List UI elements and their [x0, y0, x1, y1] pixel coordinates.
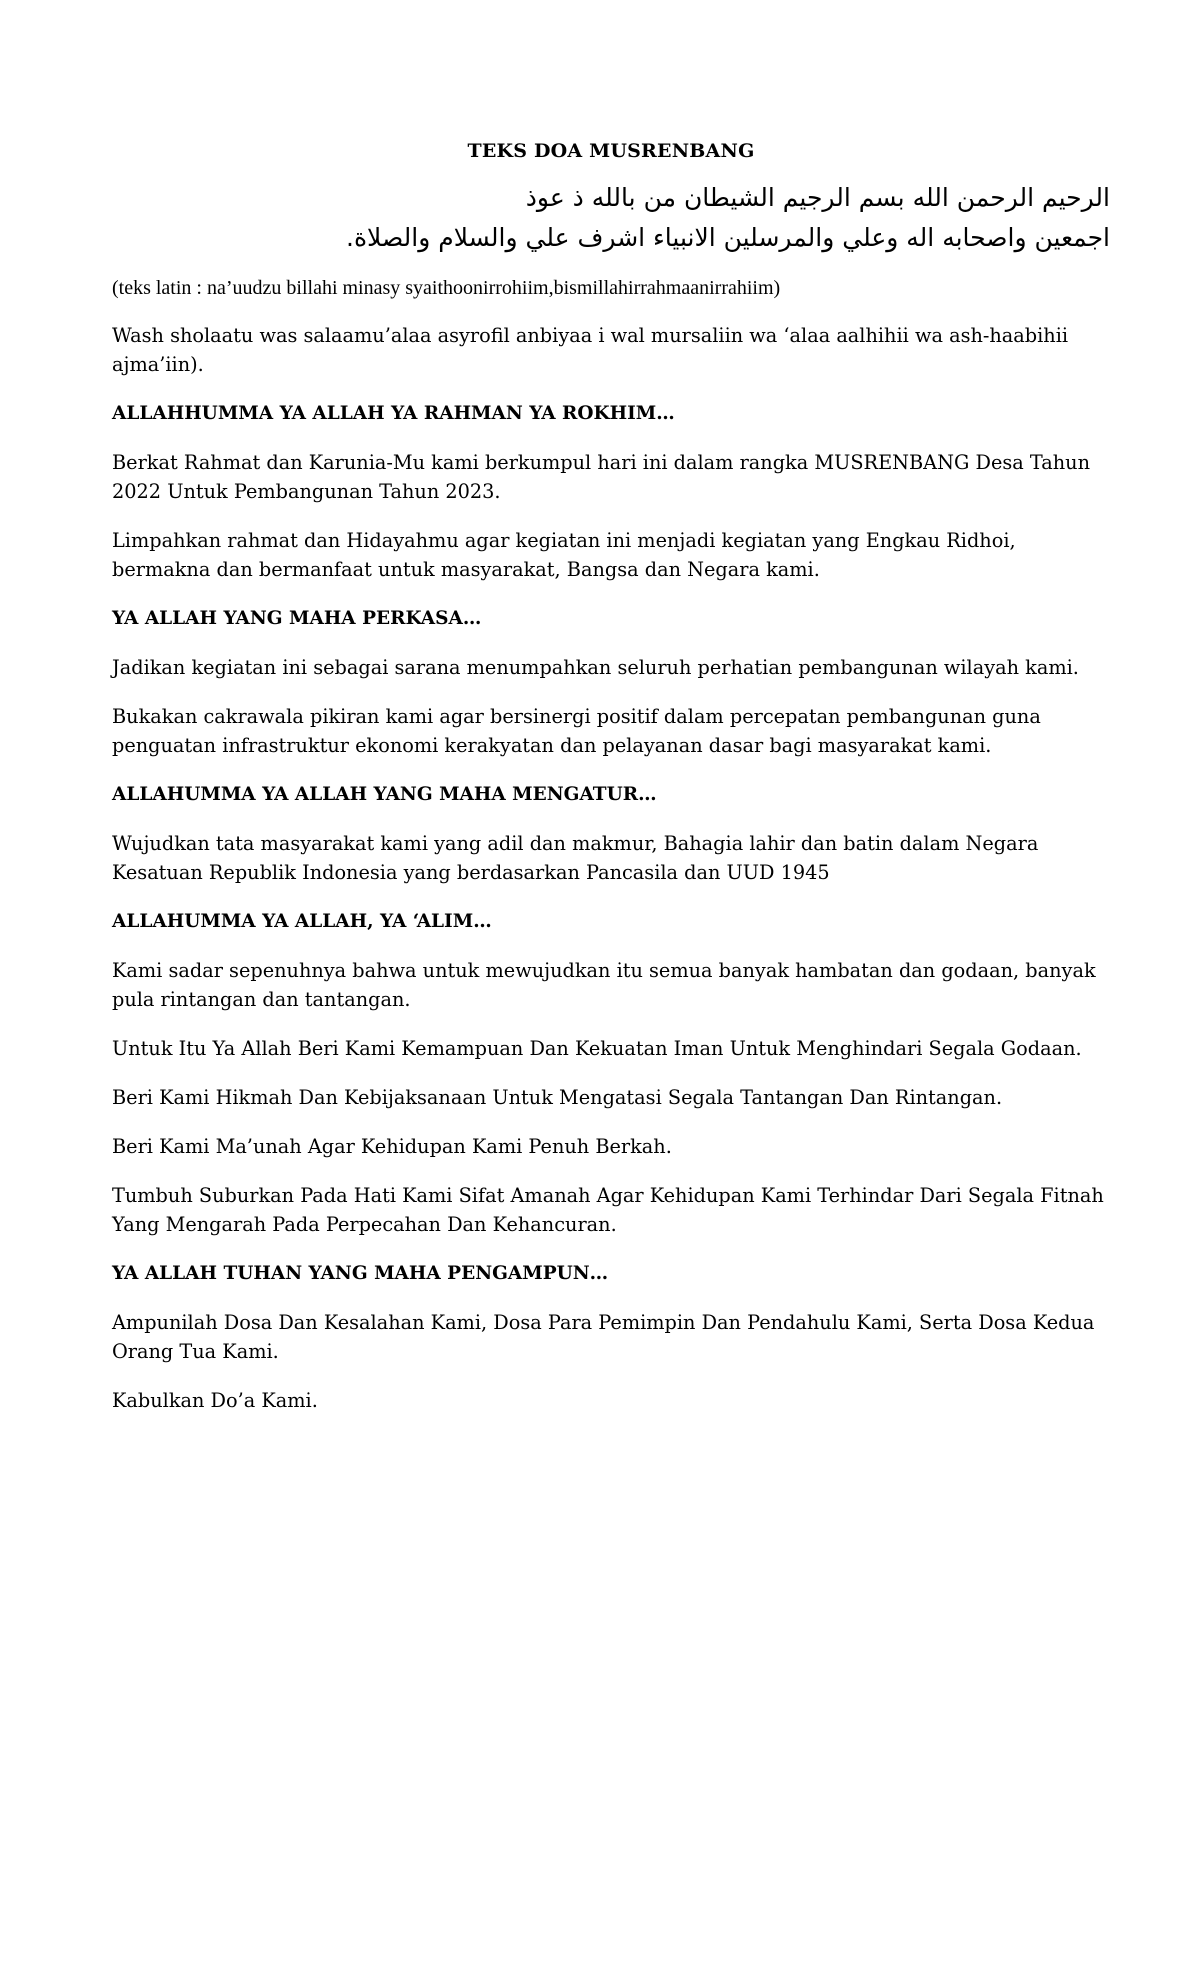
intro-paragraph: Wash sholaatu was salaamu’alaa asyrofil anbiyaa i wal mursaliin wa ‘alaa aalhihii wa ash-haabihii ajma’iin).: [112, 324, 1069, 376]
latin-transliteration-note: (teks latin : na’uudzu billahi minasy syaithoonirrohiim,bismillahirrahmaanirrahiim): [112, 277, 781, 299]
section-4-paragraph-1: Kami sadar sepenuhnya bahwa untuk mewujudkan itu semua banyak hambatan dan godaan, banyak pula rintangan dan tantangan.: [112, 959, 1096, 1011]
section-4-paragraph-4: Beri Kami Ma’unah Agar Kehidupan Kami Penuh Berkah.: [112, 1135, 672, 1158]
arabic-line-1: الرحيم الرحمن الله بسم الرجيم الشيطان من بالله ذ عوذ: [525, 183, 1110, 212]
section-2-paragraph-2: Bukakan cakrawala pikiran kami agar bersinergi positif dalam percepatan pembangunan guna penguatan infrastruktur ekonomi kerakyatan dan pelayanan dasar bagi masyarakat kami.: [112, 705, 1041, 757]
section-1-paragraph-1: Berkat Rahmat dan Karunia-Mu kami berkumpul hari ini dalam rangka MUSRENBANG Desa Tahun 2022 Untuk Pembangunan Tahun 2023.: [112, 451, 1091, 503]
section-5-paragraph-1: Ampunilah Dosa Dan Kesalahan Kami, Dosa Para Pemimpin Dan Pendahulu Kami, Serta Dosa Kedua Orang Tua Kami.: [112, 1311, 1095, 1363]
section-4-paragraph-2: Untuk Itu Ya Allah Beri Kami Kemampuan Dan Kekuatan Iman Untuk Menghindari Segala Godaan.: [112, 1037, 1082, 1060]
section-3-paragraph-1: Wujudkan tata masyarakat kami yang adil dan makmur, Bahagia lahir dan batin dalam Negara Kesatuan Republik Indonesia yang berdasarkan Pancasila dan UUD 1945: [112, 832, 1039, 884]
document-page: [112, 140, 1110, 1435]
section-5-paragraph-2: Kabulkan Do’a Kami.: [112, 1389, 318, 1412]
section-heading-5: YA ALLAH TUHAN YANG MAHA PENGAMPUN…: [112, 1263, 609, 1284]
section-2-paragraph-1: Jadikan kegiatan ini sebagai sarana menumpahkan seluruh perhatian pembangunan wilayah kami.: [112, 656, 1079, 679]
section-heading-3: ALLAHUMMA YA ALLAH YANG MAHA MENGATUR…: [112, 784, 657, 805]
arabic-line-2: اجمعين واصحابه اله وعلي والمرسلين الانبياء اشرف علي والسلام والصلاة.: [346, 223, 1110, 252]
section-1-paragraph-2: Limpahkan rahmat dan Hidayahmu agar kegiatan ini menjadi kegiatan yang Engkau Ridhoi, bermakna dan bermanfaat untuk masyarakat, Bangsa dan Negara kami.: [112, 529, 1016, 581]
section-heading-2: YA ALLAH YANG MAHA PERKASA…: [112, 608, 482, 629]
section-4-paragraph-3: Beri Kami Hikmah Dan Kebijaksanaan Untuk Mengatasi Segala Tantangan Dan Rintangan.: [112, 1086, 1003, 1109]
section-4-paragraph-5: Tumbuh Suburkan Pada Hati Kami Sifat Amanah Agar Kehidupan Kami Terhindar Dari Segala Fitnah Yang Mengarah Pada Perpecahan Dan Kehancuran.: [112, 1184, 1104, 1236]
arabic-prayer-block: [112, 178, 1110, 258]
section-heading-1: ALLAHHUMMA YA ALLAH YA RAHMAN YA ROKHIM…: [112, 403, 675, 424]
document-title: TEKS DOA MUSRENBANG: [467, 140, 755, 162]
section-heading-4: ALLAHUMMA YA ALLAH, YA ‘ALIM…: [112, 911, 492, 932]
